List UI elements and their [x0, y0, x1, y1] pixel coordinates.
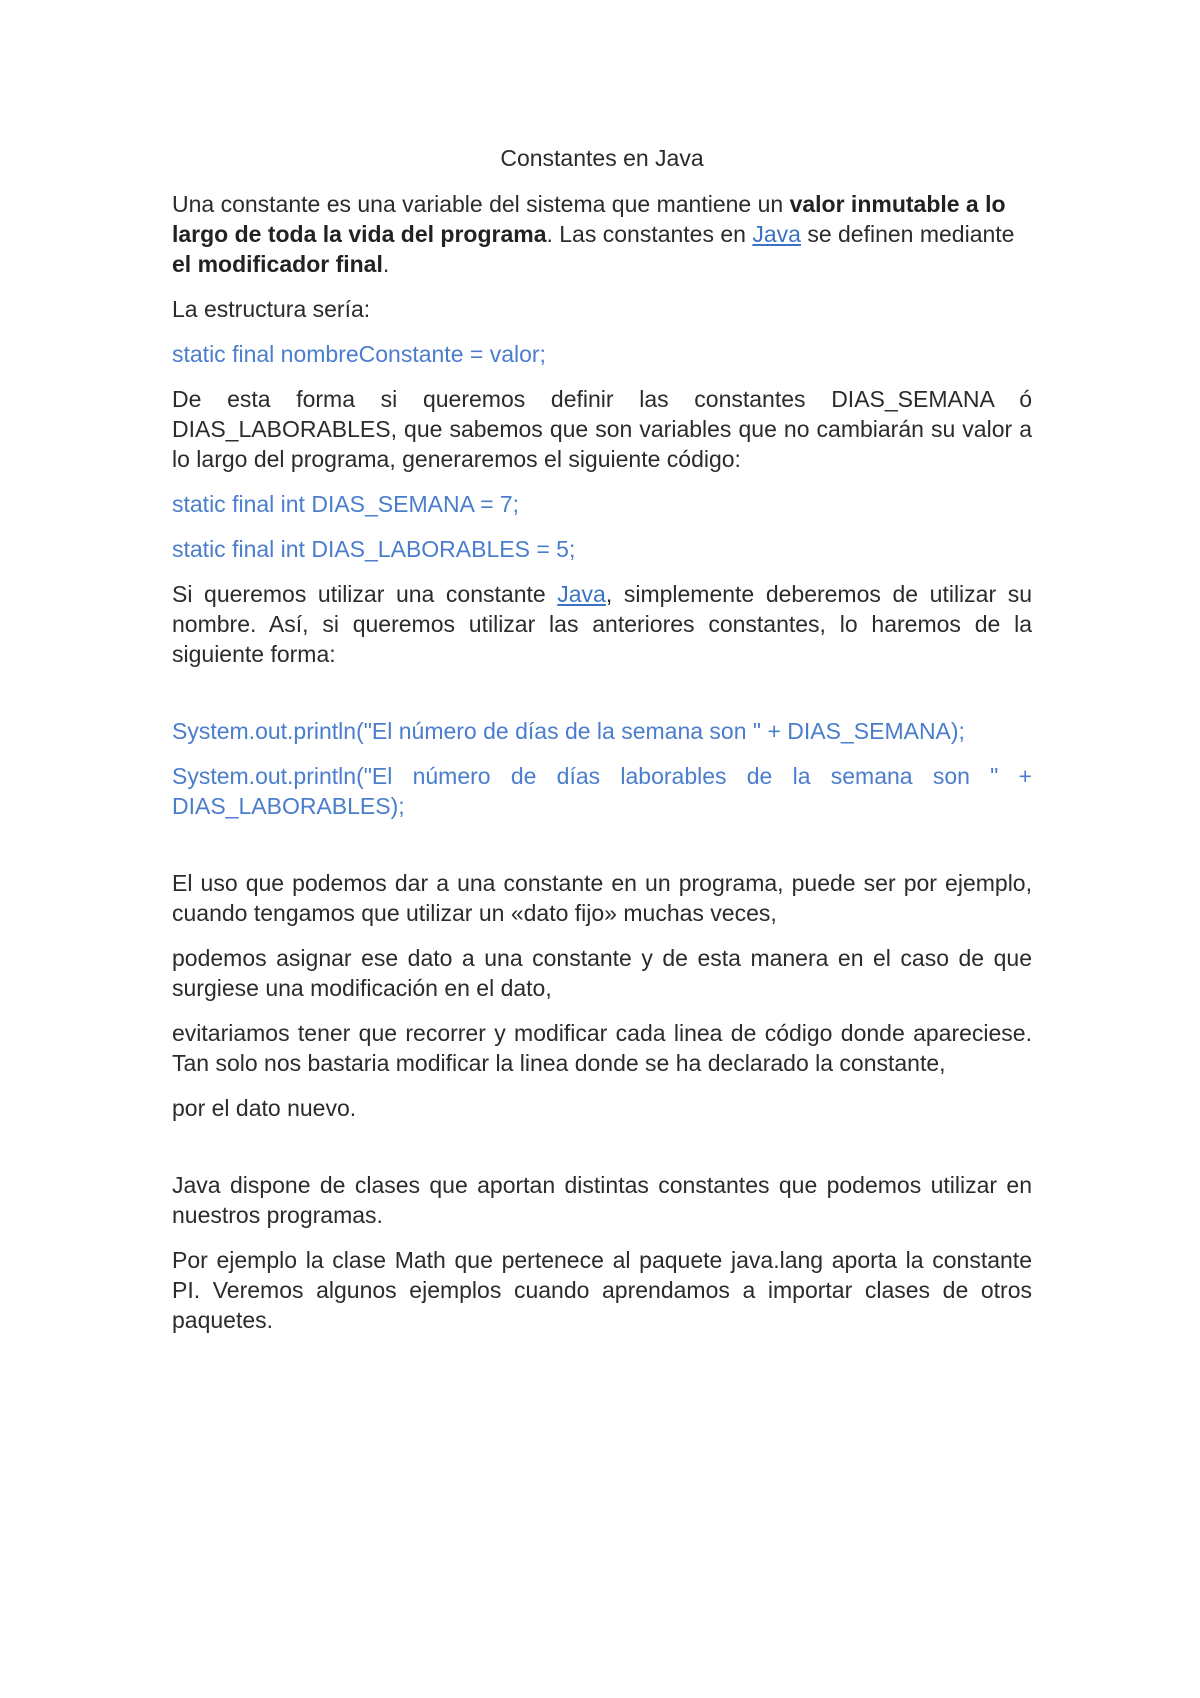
intro-bold-1: valor inmutable a lo largo de toda la vida del programa — [172, 191, 1006, 247]
code-print-semana: System.out.println("El número de días de la semana son " + DIAS_SEMANA); — [172, 718, 965, 744]
use-text-2: , simplemente deberemos de utilizar su nombre. Así, si queremos utilizar las anteriores constantes, lo haremos de la siguiente forma: — [172, 581, 1032, 667]
intro-text-4: . — [382, 251, 390, 277]
spacer — [172, 836, 1032, 868]
use-text-1: Si queremos utilizar una constante — [172, 581, 558, 607]
uso-paragraph-3: evitariamos tener que recorrer y modificar cada linea de código donde apareciese. Tan solo nos bastaria modificar la linea donde se ha declarado la constante, — [172, 1020, 1032, 1076]
structure-label: La estructura sería: — [172, 296, 371, 322]
clases-paragraph-1: Java dispone de clases que aportan distintas constantes que podemos utilizar en nuestros programas. — [172, 1172, 1032, 1228]
java-link[interactable]: Java — [752, 221, 801, 247]
intro-bold-2: el modificador final — [172, 251, 383, 277]
intro-text-3: se definen mediante — [800, 221, 1015, 247]
document-title: Constantes en Java — [500, 145, 704, 171]
clases-paragraph-2: Por ejemplo la clase Math que pertenece al paquete java.lang aporta la constante PI. Veremos algunos ejemplos cuando aprendamos a importar clases de otros paquetes. — [172, 1247, 1032, 1333]
code-dias-semana: static final int DIAS_SEMANA = 7; — [172, 491, 520, 517]
code-dias-laborables: static final int DIAS_LABORABLES = 5; — [172, 536, 576, 562]
code-print-laborables: System.out.println("El número de días laborables de la semana son " + DIAS_LABORABLES); — [172, 763, 1032, 819]
java-link-2[interactable]: Java — [557, 581, 606, 607]
intro-text-2: . Las constantes en — [546, 221, 753, 247]
uso-paragraph-4: por el dato nuevo. — [172, 1095, 357, 1121]
document-page — [172, 143, 1032, 1350]
intro-paragraph — [172, 189, 1032, 279]
code-structure: static final nombreConstante = valor; — [172, 341, 546, 367]
uso-paragraph-2: podemos asignar ese dato a una constante y de esta manera en el caso de que surgiese una modificación en el dato, — [172, 945, 1032, 1001]
define-paragraph: De esta forma si queremos definir las constantes DIAS_SEMANA ó DIAS_LABORABLES, que sabemos que son variables que no cambiarán su valor a lo largo del programa, generaremos el siguiente código: — [172, 386, 1032, 472]
use-paragraph — [172, 579, 1032, 669]
intro-text-1: Una constante es una variable del sistema que mantiene un — [172, 191, 790, 217]
spacer — [172, 1138, 1032, 1170]
spacer — [172, 684, 1032, 716]
uso-paragraph-1: El uso que podemos dar a una constante en un programa, puede ser por ejemplo, cuando tengamos que utilizar un «dato fijo» muchas veces, — [172, 870, 1032, 926]
